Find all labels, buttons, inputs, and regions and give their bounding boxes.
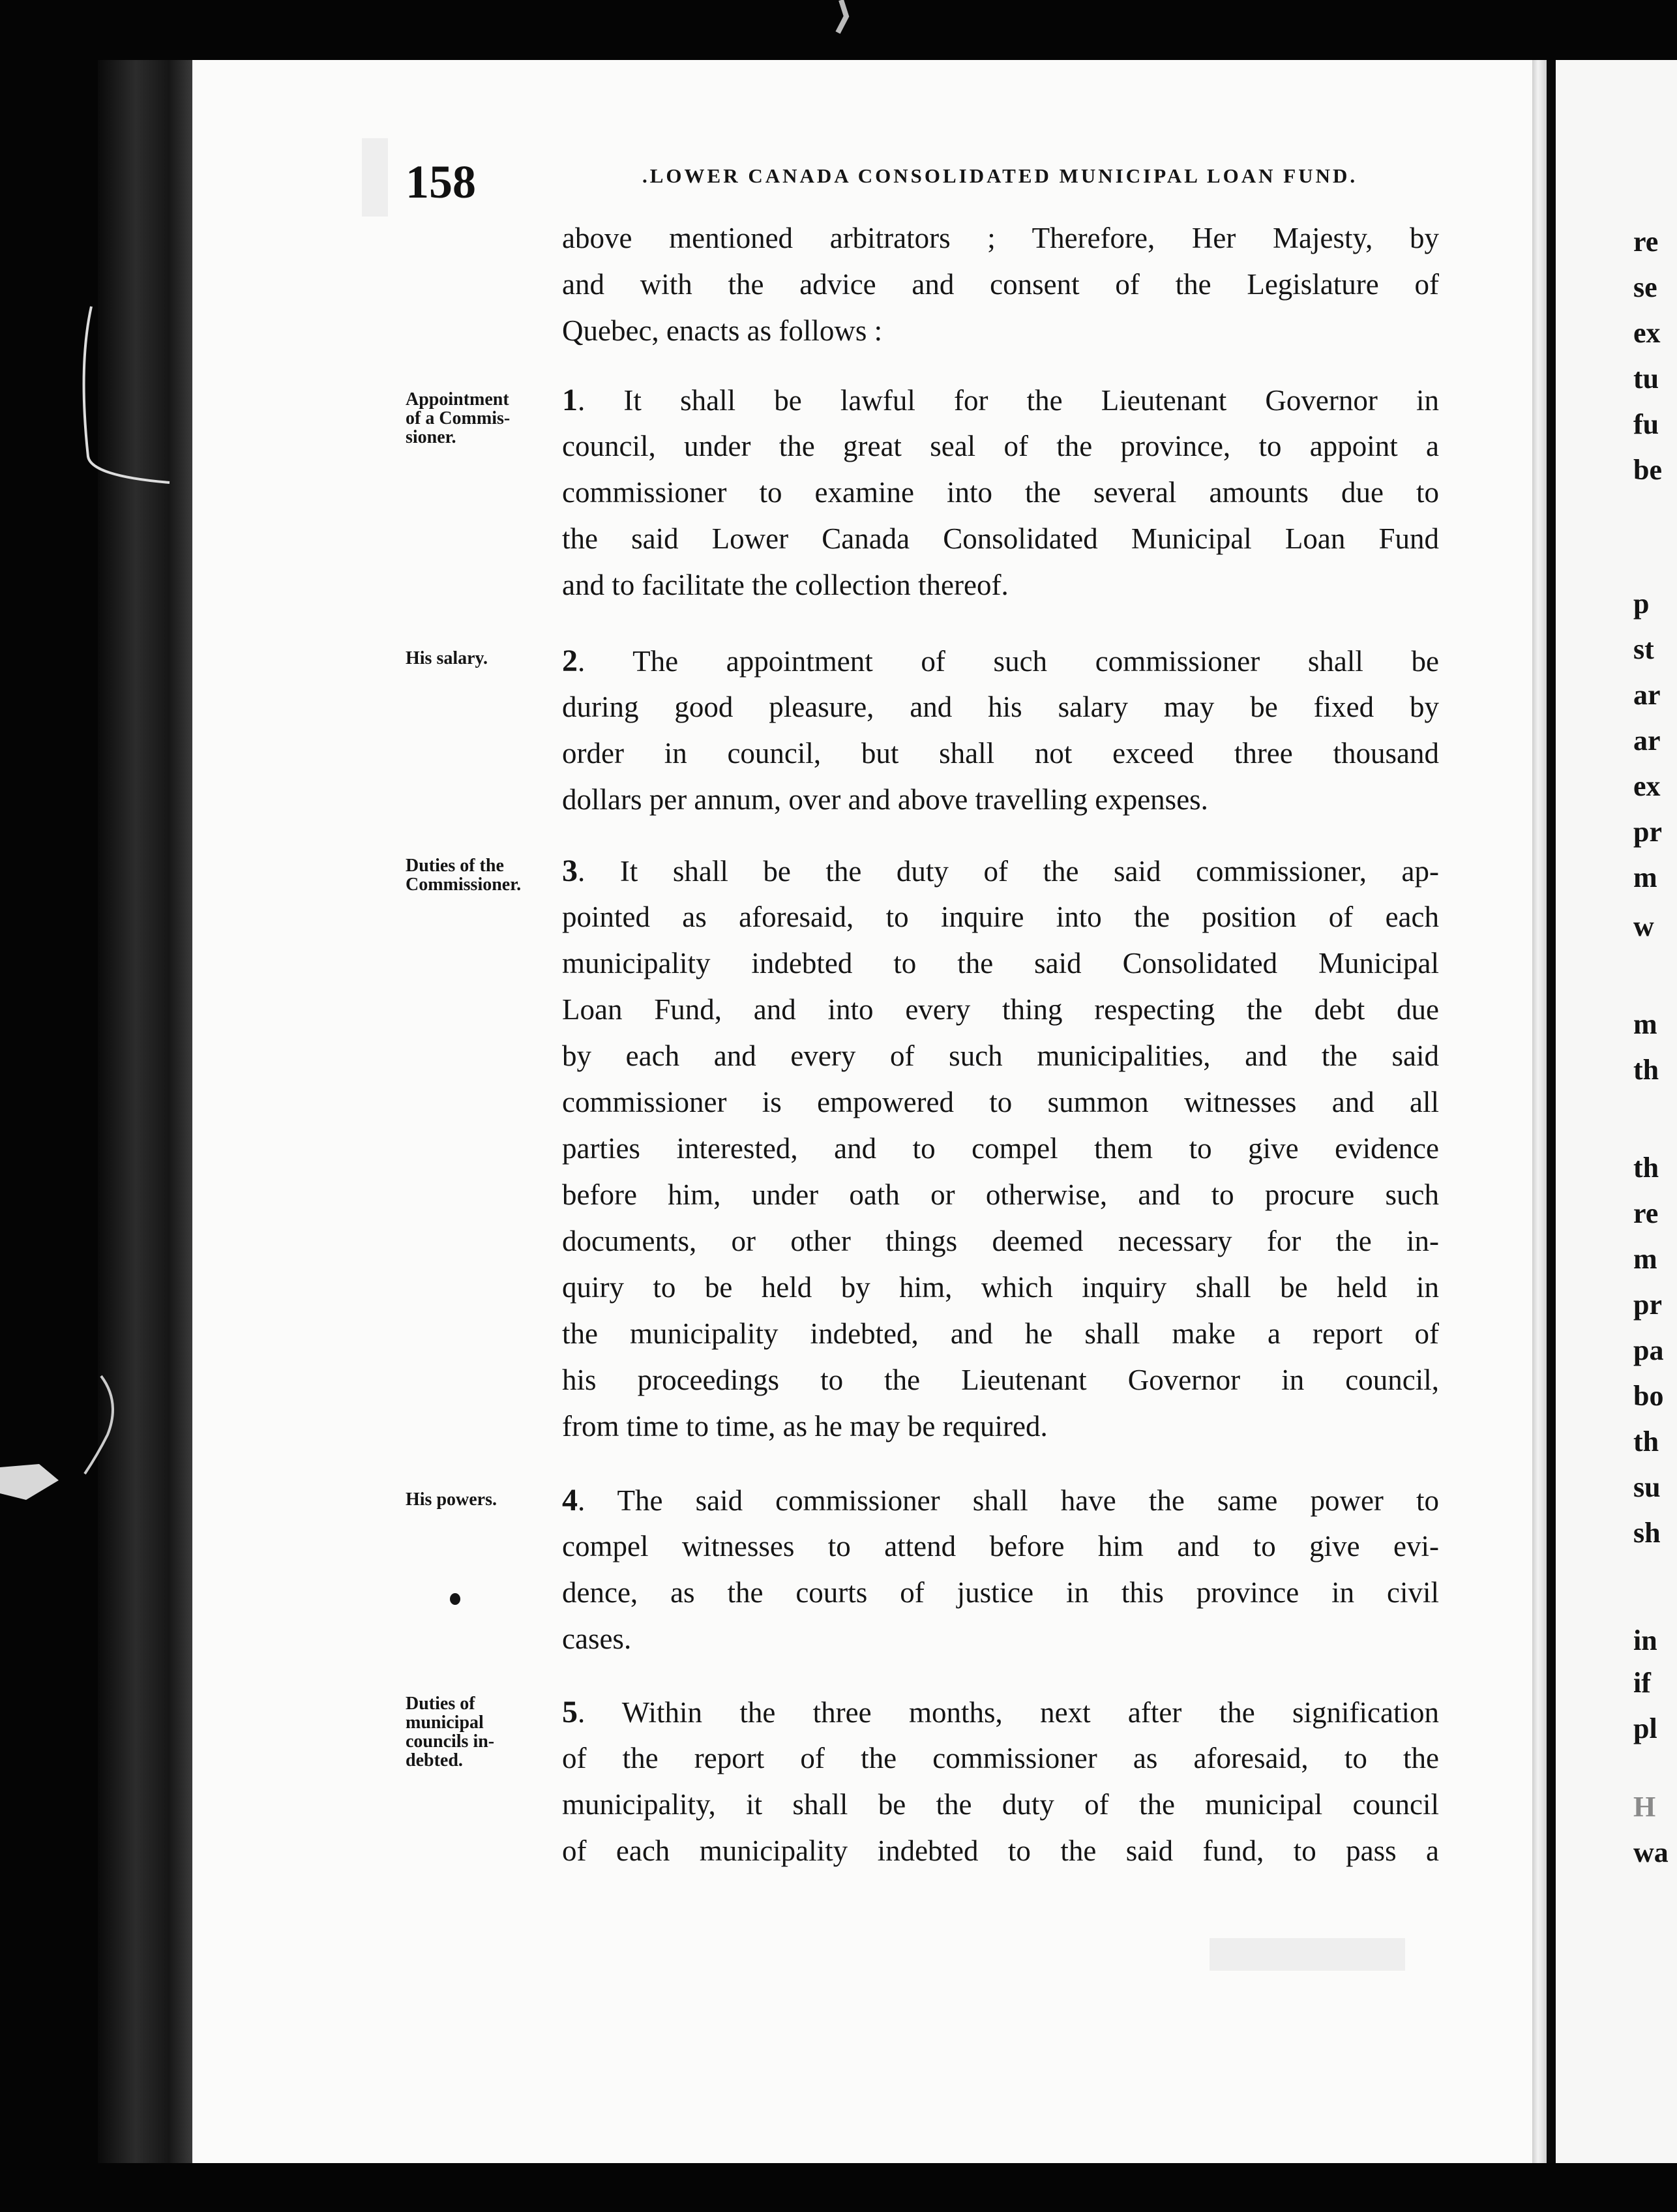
facing-fragment: re [1633, 1197, 1659, 1229]
section-line: from time to time, as he may be required. [562, 1410, 1048, 1442]
section-line: compel witnesses to attend before him and to give evi- [562, 1530, 1439, 1562]
section-line: dollars per annum, over and above travelling expenses. [562, 783, 1208, 816]
margin-note-line: debted. [406, 1750, 463, 1771]
section-line: by each and every of such municipalities, and the said [562, 1039, 1439, 1072]
facing-fragment: fu [1633, 408, 1659, 440]
margin-note-line: His powers. [406, 1489, 497, 1510]
section-line: of each municipality indebted to the said fund, to pass a [562, 1834, 1439, 1867]
section-line: cases. [562, 1622, 632, 1655]
margin-note-line: His salary. [406, 648, 488, 668]
facing-fragment: p [1633, 588, 1650, 620]
section-text: Within the three months, next after the signification [621, 1696, 1439, 1729]
preamble-line: and with the advice and consent of the Legislature of [562, 268, 1439, 301]
facing-fragment: m [1633, 1008, 1657, 1040]
section-text: The appointment of such commissioner shall be [632, 645, 1439, 678]
facing-fragment: m [1633, 861, 1657, 893]
section-line: municipality, it shall be the duty of the municipal council [562, 1788, 1439, 1821]
section-number: 2 [562, 644, 578, 678]
facing-fragment: ex [1633, 770, 1661, 802]
facing-fragment: se [1633, 271, 1657, 303]
facing-fragment: th [1633, 1426, 1659, 1457]
facing-fragment: be [1633, 454, 1662, 486]
facing-fragment: st [1633, 633, 1654, 665]
section-line: and to facilitate the collection thereof. [562, 569, 1009, 601]
section-number: 1 [562, 383, 578, 417]
section-line: his proceedings to the Lieutenant Governor in council, [562, 1364, 1439, 1396]
running-head: .LOWER CANADA CONSOLIDATED MUNICIPAL LOAN FUND. [642, 164, 1358, 187]
section-number: 4 [562, 1483, 578, 1517]
section-text: It shall be the duty of the said commissioner, ap- [619, 855, 1439, 888]
facing-fragment: pr [1633, 1289, 1662, 1321]
section-line: of the report of the commissioner as aforesaid, to the [562, 1742, 1439, 1774]
section-line: the said Lower Canada Consolidated Municipal Loan Fund [562, 522, 1439, 555]
section-line: 2. The appointment of such commissioner shall be [562, 644, 1439, 678]
facing-fragment: ar [1633, 679, 1661, 711]
margin-note-line: of a Commis- [406, 408, 511, 428]
facing-fragment: m [1633, 1243, 1657, 1275]
section-line: during good pleasure, and his salary may be fixed by [562, 691, 1439, 723]
facing-fragment: ex [1633, 317, 1661, 349]
section-line: 3. It shall be the duty of the said commissioner, ap- [562, 854, 1439, 888]
section-line: dence, as the courts of justice in this province in civil [562, 1576, 1439, 1609]
section-line: pointed as aforesaid, to inquire into the position of each [562, 901, 1439, 933]
preamble-line: Quebec, enacts as follows : [562, 314, 883, 347]
facing-fragment: in [1633, 1624, 1657, 1656]
facing-fragment: ar [1633, 725, 1661, 756]
section-line: before him, under oath or otherwise, and to procure such [562, 1178, 1439, 1211]
section-line: municipality indebted to the said Consolidated Municipal [562, 947, 1439, 979]
section-line: order in council, but shall not exceed three thousand [562, 737, 1439, 770]
facing-fragment: th [1633, 1152, 1659, 1184]
facing-fragment: th [1633, 1054, 1659, 1086]
margin-note-line: Appointment [406, 389, 509, 410]
margin-note-line: Duties of [406, 1694, 475, 1714]
margin-note-line: Commissioner. [406, 874, 522, 895]
facing-fragment: sh [1633, 1517, 1661, 1549]
facing-fragment: H [1633, 1791, 1656, 1823]
preamble-line: above mentioned arbitrators ; Therefore, Her Majesty, by [562, 222, 1439, 254]
facing-fragment: pa [1633, 1334, 1664, 1366]
facing-fragment: bo [1633, 1380, 1664, 1412]
section-text: The said commissioner shall have the same power to [617, 1484, 1439, 1517]
facing-fragment: tu [1633, 363, 1659, 395]
section-text: It shall be lawful for the Lieutenant Governor in [623, 384, 1439, 417]
margin-note-line: Duties of the [406, 856, 504, 876]
facing-fragment: re [1633, 226, 1659, 258]
section-line: 1. It shall be lawful for the Lieutenant Governor in [562, 383, 1439, 417]
section-line: council, under the great seal of the province, to appoint a [562, 430, 1439, 462]
margin-note-line: municipal [406, 1712, 484, 1733]
margin-note-line: sioner. [406, 427, 456, 447]
section-line: commissioner to examine into the several amounts due to [562, 476, 1439, 509]
section-line: the municipality indebted, and he shall make a report of [562, 1317, 1439, 1350]
facing-fragment: w [1633, 910, 1654, 942]
facing-fragment: su [1633, 1471, 1661, 1503]
section-line: commissioner is empowered to summon witnesses and all [562, 1086, 1439, 1118]
section-line: Loan Fund, and into every thing respecting the debt due [562, 993, 1439, 1026]
facing-fragment: pr [1633, 816, 1662, 848]
section-line: 4. The said commissioner shall have the same power to [562, 1483, 1439, 1517]
section-line: documents, or other things deemed necessary for the in- [562, 1225, 1439, 1257]
section-line: parties interested, and to compel them to give evidence [562, 1132, 1439, 1165]
section-number: 5 [562, 1695, 578, 1729]
facing-fragment: if [1633, 1667, 1651, 1699]
section-line: 5. Within the three months, next after the signification [562, 1695, 1439, 1729]
margin-note-line: councils in- [406, 1731, 495, 1752]
section-line: quiry to be held by him, which inquiry shall be held in [562, 1271, 1439, 1304]
facing-fragment: pl [1633, 1712, 1657, 1744]
facing-fragment: wa [1633, 1836, 1669, 1868]
section-number: 3 [562, 854, 578, 888]
page-number: 158 [406, 156, 476, 208]
